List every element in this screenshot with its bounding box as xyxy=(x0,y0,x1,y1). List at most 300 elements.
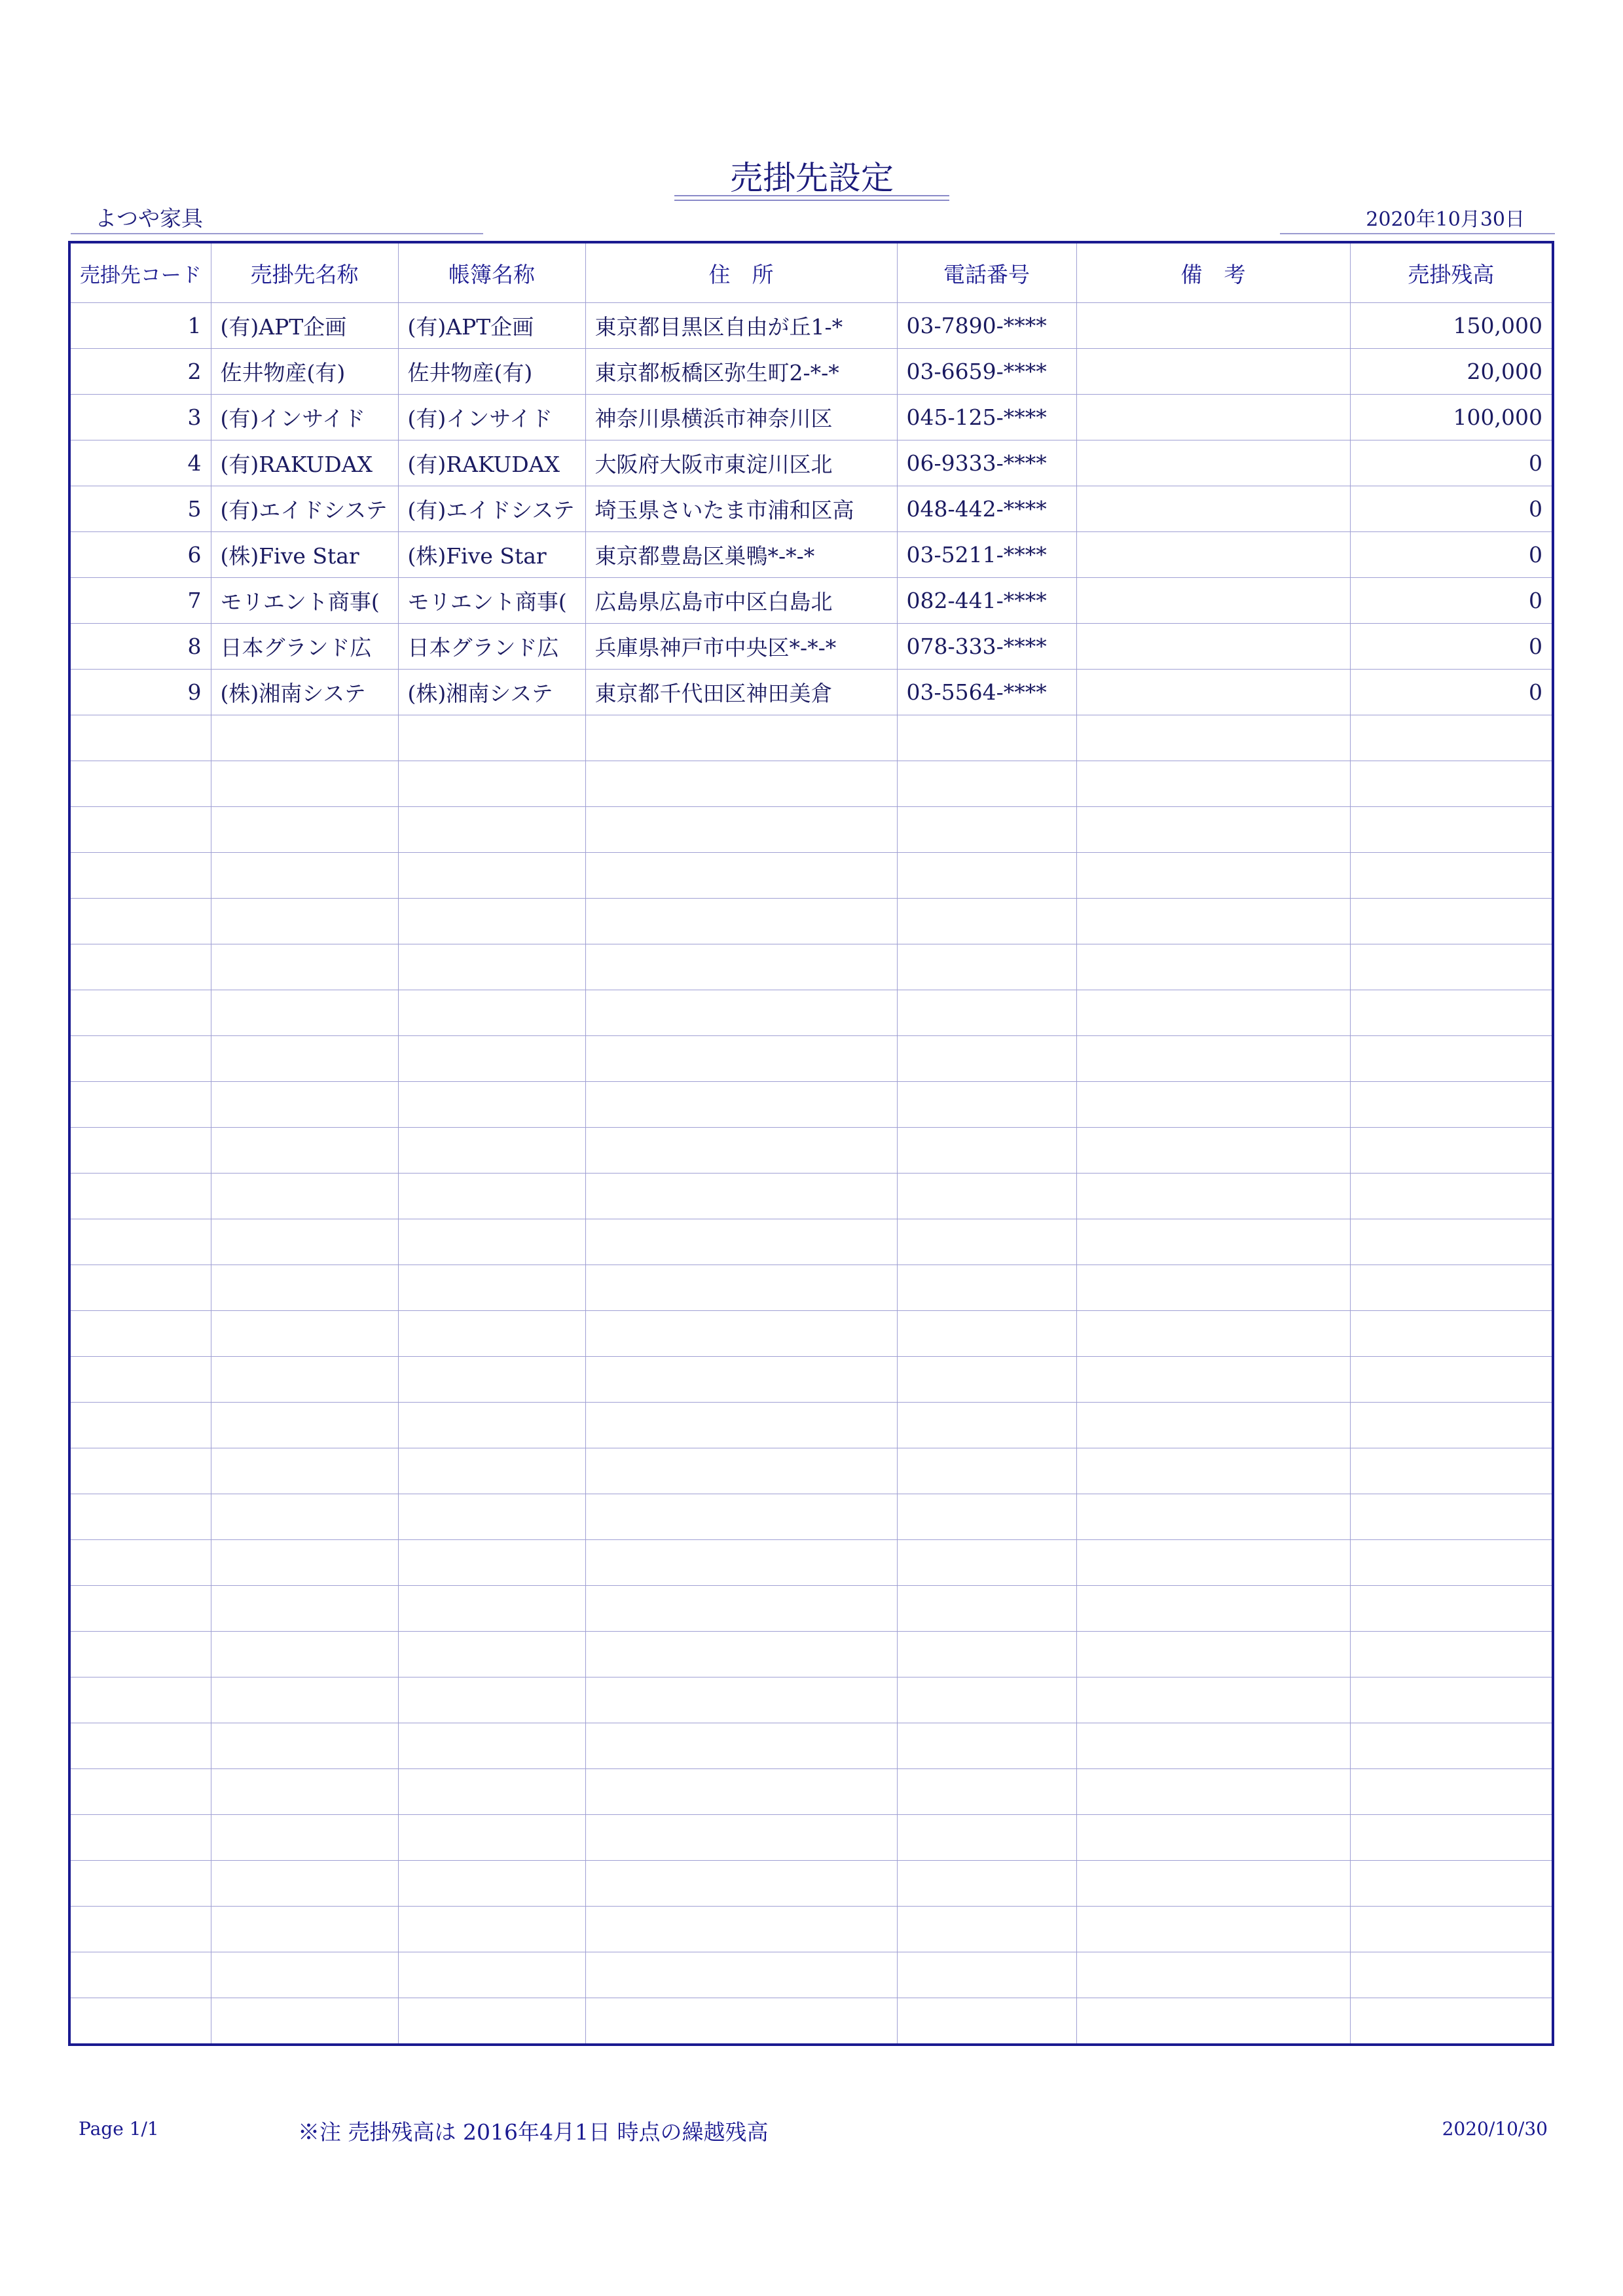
cell-phone xyxy=(897,1677,1076,1723)
cell-code: 9 xyxy=(69,670,211,715)
cell-phone xyxy=(897,944,1076,990)
cell-address xyxy=(585,899,897,944)
table-row-empty xyxy=(69,1265,1553,1311)
cell-ledger xyxy=(398,1861,585,1907)
cell-phone: 03-5564-**** xyxy=(897,670,1076,715)
cell-ledger: モリエント商事( xyxy=(398,578,585,624)
cell-code xyxy=(69,1769,211,1815)
table-row-empty xyxy=(69,1632,1553,1677)
table-row-empty xyxy=(69,1907,1553,1952)
table-row-empty xyxy=(69,1586,1553,1632)
table-row-empty xyxy=(69,715,1553,761)
cell-code xyxy=(69,1907,211,1952)
cell-name xyxy=(211,1265,398,1311)
cell-balance xyxy=(1350,1448,1553,1494)
cell-balance: 0 xyxy=(1350,532,1553,578)
cell-name xyxy=(211,1174,398,1219)
cell-name: 日本グランド広 xyxy=(211,624,398,670)
cell-code xyxy=(69,1128,211,1174)
cell-name xyxy=(211,807,398,853)
report-date: 2020年10月30日 xyxy=(1366,208,1525,231)
cell-name xyxy=(211,1723,398,1769)
cell-note xyxy=(1076,1907,1350,1952)
cell-phone xyxy=(897,1265,1076,1311)
cell-address xyxy=(585,1082,897,1128)
cell-balance: 0 xyxy=(1350,440,1553,486)
cell-code xyxy=(69,1174,211,1219)
cell-name: モリエント商事( xyxy=(211,578,398,624)
table-row-empty xyxy=(69,807,1553,853)
cell-note xyxy=(1076,1082,1350,1128)
table-row-empty xyxy=(69,944,1553,990)
cell-name xyxy=(211,1357,398,1403)
cell-code: 5 xyxy=(69,486,211,532)
cell-phone xyxy=(897,1769,1076,1815)
cell-address xyxy=(585,1494,897,1540)
cell-ledger: (株)湘南システ xyxy=(398,670,585,715)
cell-balance: 150,000 xyxy=(1350,303,1553,349)
cell-balance xyxy=(1350,1586,1553,1632)
table-row-empty xyxy=(69,1448,1553,1494)
cell-ledger: (有)APT企画 xyxy=(398,303,585,349)
cell-address xyxy=(585,1952,897,1998)
table-row-empty xyxy=(69,1036,1553,1082)
cell-note xyxy=(1076,1174,1350,1219)
cell-phone xyxy=(897,1998,1076,2045)
cell-name xyxy=(211,761,398,807)
cell-ledger xyxy=(398,1219,585,1265)
cell-phone xyxy=(897,1907,1076,1952)
cell-address: 大阪府大阪市東淀川区北 xyxy=(585,440,897,486)
cell-note xyxy=(1076,1677,1350,1723)
cell-address xyxy=(585,1357,897,1403)
cell-name xyxy=(211,1998,398,2045)
cell-code xyxy=(69,807,211,853)
cell-balance: 0 xyxy=(1350,670,1553,715)
footer-date: 2020/10/30 xyxy=(1442,2118,1548,2140)
cell-phone: 082-441-**** xyxy=(897,578,1076,624)
cell-phone xyxy=(897,1861,1076,1907)
column-header-balance: 売掛残高 xyxy=(1350,242,1553,303)
cell-address: 東京都目黒区自由が丘1-* xyxy=(585,303,897,349)
cell-address: 東京都板橋区弥生町2-*-* xyxy=(585,349,897,395)
cell-code: 7 xyxy=(69,578,211,624)
cell-note xyxy=(1076,807,1350,853)
cell-address xyxy=(585,1448,897,1494)
cell-code xyxy=(69,1036,211,1082)
cell-ledger xyxy=(398,1128,585,1174)
cell-name xyxy=(211,1677,398,1723)
cell-phone: 03-6659-**** xyxy=(897,349,1076,395)
cell-note xyxy=(1076,1632,1350,1677)
cell-phone xyxy=(897,1632,1076,1677)
cell-ledger: (有)エイドシステ xyxy=(398,486,585,532)
cell-code xyxy=(69,1311,211,1357)
cell-ledger xyxy=(398,761,585,807)
cell-name: (株)Five Star xyxy=(211,532,398,578)
table-row xyxy=(69,624,1553,670)
cell-name xyxy=(211,1952,398,1998)
cell-ledger xyxy=(398,853,585,899)
cell-address xyxy=(585,1265,897,1311)
cell-ledger xyxy=(398,1998,585,2045)
table-row-empty xyxy=(69,1769,1553,1815)
table-row xyxy=(69,670,1553,715)
cell-code xyxy=(69,853,211,899)
cell-ledger xyxy=(398,1907,585,1952)
cell-code: 1 xyxy=(69,303,211,349)
title-underline xyxy=(674,195,949,196)
cell-phone xyxy=(897,899,1076,944)
cell-ledger xyxy=(398,1311,585,1357)
cell-ledger: (有)インサイド xyxy=(398,395,585,440)
column-header-ledger: 帳簿名称 xyxy=(398,242,585,303)
table-row-empty xyxy=(69,1723,1553,1769)
cell-note xyxy=(1076,990,1350,1036)
cell-code: 6 xyxy=(69,532,211,578)
cell-note xyxy=(1076,1769,1350,1815)
cell-phone xyxy=(897,1952,1076,1998)
cell-code xyxy=(69,715,211,761)
cell-balance xyxy=(1350,1723,1553,1769)
table-row-empty xyxy=(69,1998,1553,2045)
cell-balance xyxy=(1350,1815,1553,1861)
cell-balance xyxy=(1350,715,1553,761)
page-number: Page 1/1 xyxy=(79,2118,159,2140)
cell-ledger xyxy=(398,1540,585,1586)
cell-phone xyxy=(897,1082,1076,1128)
table-row xyxy=(69,395,1553,440)
table-row xyxy=(69,532,1553,578)
cell-address xyxy=(585,990,897,1036)
cell-code xyxy=(69,1082,211,1128)
cell-note xyxy=(1076,1540,1350,1586)
cell-code xyxy=(69,990,211,1036)
cell-phone xyxy=(897,761,1076,807)
cell-balance xyxy=(1350,761,1553,807)
table-row xyxy=(69,486,1553,532)
cell-phone: 045-125-**** xyxy=(897,395,1076,440)
cell-name xyxy=(211,1586,398,1632)
cell-name xyxy=(211,1815,398,1861)
table-row-empty xyxy=(69,1082,1553,1128)
cell-address xyxy=(585,1632,897,1677)
cell-balance xyxy=(1350,807,1553,853)
company-name: よつや家具 xyxy=(95,206,203,231)
cell-note xyxy=(1076,1723,1350,1769)
cell-balance xyxy=(1350,1952,1553,1998)
cell-phone xyxy=(897,1174,1076,1219)
cell-ledger xyxy=(398,1174,585,1219)
cell-name xyxy=(211,1082,398,1128)
cell-address xyxy=(585,1403,897,1448)
cell-note xyxy=(1076,1815,1350,1861)
cell-phone xyxy=(897,807,1076,853)
cell-code xyxy=(69,1403,211,1448)
cell-balance xyxy=(1350,1174,1553,1219)
cell-note xyxy=(1076,715,1350,761)
cell-note xyxy=(1076,1494,1350,1540)
cell-ledger xyxy=(398,1952,585,1998)
cell-code xyxy=(69,1265,211,1311)
cell-code xyxy=(69,1723,211,1769)
customer-table xyxy=(68,241,1554,2046)
table-row xyxy=(69,303,1553,349)
cell-address xyxy=(585,1174,897,1219)
cell-name xyxy=(211,1632,398,1677)
cell-code xyxy=(69,1861,211,1907)
cell-ledger xyxy=(398,715,585,761)
cell-phone xyxy=(897,1586,1076,1632)
column-header-code: 売掛先コード xyxy=(69,242,211,303)
cell-address xyxy=(585,1769,897,1815)
cell-note xyxy=(1076,349,1350,395)
cell-ledger xyxy=(398,990,585,1036)
cell-phone xyxy=(897,1403,1076,1448)
cell-ledger xyxy=(398,1723,585,1769)
cell-note xyxy=(1076,1403,1350,1448)
cell-code xyxy=(69,761,211,807)
table-row-empty xyxy=(69,1540,1553,1586)
cell-name: (有)APT企画 xyxy=(211,303,398,349)
cell-balance xyxy=(1350,1311,1553,1357)
cell-ledger: 日本グランド広 xyxy=(398,624,585,670)
cell-ledger xyxy=(398,944,585,990)
cell-address xyxy=(585,1998,897,2045)
cell-phone xyxy=(897,1357,1076,1403)
column-header-name: 売掛先名称 xyxy=(211,242,398,303)
cell-name xyxy=(211,715,398,761)
cell-name xyxy=(211,1311,398,1357)
cell-code xyxy=(69,1998,211,2045)
cell-phone: 078-333-**** xyxy=(897,624,1076,670)
cell-address xyxy=(585,853,897,899)
cell-name: 佐井物産(有) xyxy=(211,349,398,395)
cell-ledger xyxy=(398,1769,585,1815)
cell-ledger xyxy=(398,1403,585,1448)
cell-code xyxy=(69,1586,211,1632)
cell-phone: 03-7890-**** xyxy=(897,303,1076,349)
cell-name xyxy=(211,1448,398,1494)
cell-balance xyxy=(1350,1128,1553,1174)
cell-name xyxy=(211,1036,398,1082)
cell-note xyxy=(1076,944,1350,990)
cell-phone xyxy=(897,1448,1076,1494)
cell-note xyxy=(1076,486,1350,532)
cell-note xyxy=(1076,1219,1350,1265)
cell-address xyxy=(585,1540,897,1586)
cell-balance xyxy=(1350,1632,1553,1677)
cell-balance xyxy=(1350,1540,1553,1586)
cell-balance: 0 xyxy=(1350,578,1553,624)
cell-address: 東京都千代田区神田美倉 xyxy=(585,670,897,715)
cell-address: 兵庫県神戸市中央区*-*-* xyxy=(585,624,897,670)
cell-note xyxy=(1076,853,1350,899)
cell-name xyxy=(211,1219,398,1265)
cell-ledger: 佐井物産(有) xyxy=(398,349,585,395)
report-title: 売掛先設定 xyxy=(730,159,894,197)
cell-code: 4 xyxy=(69,440,211,486)
cell-name xyxy=(211,1907,398,1952)
table-row-empty xyxy=(69,1815,1553,1861)
cell-address xyxy=(585,715,897,761)
cell-note xyxy=(1076,532,1350,578)
cell-name: (有)エイドシステ xyxy=(211,486,398,532)
cell-code xyxy=(69,1952,211,1998)
cell-ledger xyxy=(398,1586,585,1632)
table-row-empty xyxy=(69,1403,1553,1448)
company-underline xyxy=(71,233,483,234)
table-row-empty xyxy=(69,1219,1553,1265)
cell-name: (株)湘南システ xyxy=(211,670,398,715)
cell-address xyxy=(585,807,897,853)
cell-note xyxy=(1076,1265,1350,1311)
cell-note xyxy=(1076,1998,1350,2045)
cell-address xyxy=(585,1219,897,1265)
cell-phone xyxy=(897,1219,1076,1265)
cell-balance xyxy=(1350,1494,1553,1540)
table-row-empty xyxy=(69,1861,1553,1907)
cell-phone xyxy=(897,1311,1076,1357)
cell-phone xyxy=(897,1540,1076,1586)
cell-note xyxy=(1076,440,1350,486)
cell-note xyxy=(1076,899,1350,944)
cell-balance xyxy=(1350,1677,1553,1723)
cell-address xyxy=(585,1311,897,1357)
cell-balance xyxy=(1350,990,1553,1036)
cell-name xyxy=(211,1403,398,1448)
cell-note xyxy=(1076,1311,1350,1357)
cell-balance xyxy=(1350,944,1553,990)
table-row-empty xyxy=(69,1311,1553,1357)
cell-ledger xyxy=(398,1357,585,1403)
cell-phone xyxy=(897,1494,1076,1540)
cell-phone: 06-9333-**** xyxy=(897,440,1076,486)
cell-note xyxy=(1076,624,1350,670)
cell-name xyxy=(211,1861,398,1907)
cell-balance xyxy=(1350,853,1553,899)
cell-balance: 100,000 xyxy=(1350,395,1553,440)
table-row-empty xyxy=(69,1677,1553,1723)
cell-phone xyxy=(897,853,1076,899)
cell-name: (有)RAKUDAX xyxy=(211,440,398,486)
cell-note xyxy=(1076,670,1350,715)
table-row-empty xyxy=(69,761,1553,807)
cell-name xyxy=(211,1494,398,1540)
cell-ledger xyxy=(398,1677,585,1723)
cell-code xyxy=(69,1494,211,1540)
cell-address: 東京都豊島区巣鴨*-*-* xyxy=(585,532,897,578)
cell-ledger xyxy=(398,1036,585,1082)
cell-address xyxy=(585,1036,897,1082)
cell-balance: 0 xyxy=(1350,624,1553,670)
cell-note xyxy=(1076,1861,1350,1907)
cell-phone xyxy=(897,1723,1076,1769)
cell-ledger: (有)RAKUDAX xyxy=(398,440,585,486)
cell-phone xyxy=(897,990,1076,1036)
cell-note xyxy=(1076,761,1350,807)
cell-note xyxy=(1076,1448,1350,1494)
cell-note xyxy=(1076,1036,1350,1082)
cell-name xyxy=(211,1540,398,1586)
cell-phone xyxy=(897,715,1076,761)
cell-code xyxy=(69,1677,211,1723)
table-row-empty xyxy=(69,1952,1553,1998)
cell-note xyxy=(1076,1128,1350,1174)
cell-code: 8 xyxy=(69,624,211,670)
cell-ledger xyxy=(398,899,585,944)
cell-balance xyxy=(1350,1219,1553,1265)
table-header-row xyxy=(69,242,1553,303)
cell-code: 3 xyxy=(69,395,211,440)
cell-code xyxy=(69,1815,211,1861)
cell-ledger xyxy=(398,1265,585,1311)
cell-name xyxy=(211,853,398,899)
table-row-empty xyxy=(69,990,1553,1036)
table-row-empty xyxy=(69,1494,1553,1540)
cell-ledger xyxy=(398,1082,585,1128)
cell-code xyxy=(69,944,211,990)
cell-phone xyxy=(897,1815,1076,1861)
cell-code xyxy=(69,899,211,944)
cell-balance: 0 xyxy=(1350,486,1553,532)
cell-address xyxy=(585,1128,897,1174)
cell-balance xyxy=(1350,1861,1553,1907)
cell-ledger xyxy=(398,807,585,853)
cell-balance xyxy=(1350,1036,1553,1082)
cell-note xyxy=(1076,1357,1350,1403)
cell-balance xyxy=(1350,1265,1553,1311)
cell-name xyxy=(211,990,398,1036)
cell-note xyxy=(1076,1952,1350,1998)
cell-name xyxy=(211,944,398,990)
cell-address: 埼玉県さいたま市浦和区高 xyxy=(585,486,897,532)
cell-name: (有)インサイド xyxy=(211,395,398,440)
table-row-empty xyxy=(69,1174,1553,1219)
cell-balance xyxy=(1350,899,1553,944)
cell-address xyxy=(585,944,897,990)
cell-phone: 048-442-**** xyxy=(897,486,1076,532)
table-row xyxy=(69,440,1553,486)
cell-code xyxy=(69,1357,211,1403)
cell-phone xyxy=(897,1036,1076,1082)
table-row xyxy=(69,349,1553,395)
date-underline xyxy=(1280,233,1555,234)
cell-ledger xyxy=(398,1632,585,1677)
cell-name xyxy=(211,1128,398,1174)
cell-address xyxy=(585,1677,897,1723)
cell-balance: 20,000 xyxy=(1350,349,1553,395)
cell-balance xyxy=(1350,1907,1553,1952)
table-row-empty xyxy=(69,1128,1553,1174)
cell-code xyxy=(69,1219,211,1265)
cell-code xyxy=(69,1540,211,1586)
cell-address xyxy=(585,1815,897,1861)
cell-ledger: (株)Five Star xyxy=(398,532,585,578)
cell-balance xyxy=(1350,1998,1553,2045)
cell-code xyxy=(69,1632,211,1677)
cell-ledger xyxy=(398,1815,585,1861)
cell-note xyxy=(1076,578,1350,624)
cell-balance xyxy=(1350,1403,1553,1448)
cell-balance xyxy=(1350,1769,1553,1815)
cell-code xyxy=(69,1448,211,1494)
table-row xyxy=(69,578,1553,624)
cell-note xyxy=(1076,303,1350,349)
cell-address xyxy=(585,1861,897,1907)
column-header-phone: 電話番号 xyxy=(897,242,1076,303)
cell-ledger xyxy=(398,1448,585,1494)
